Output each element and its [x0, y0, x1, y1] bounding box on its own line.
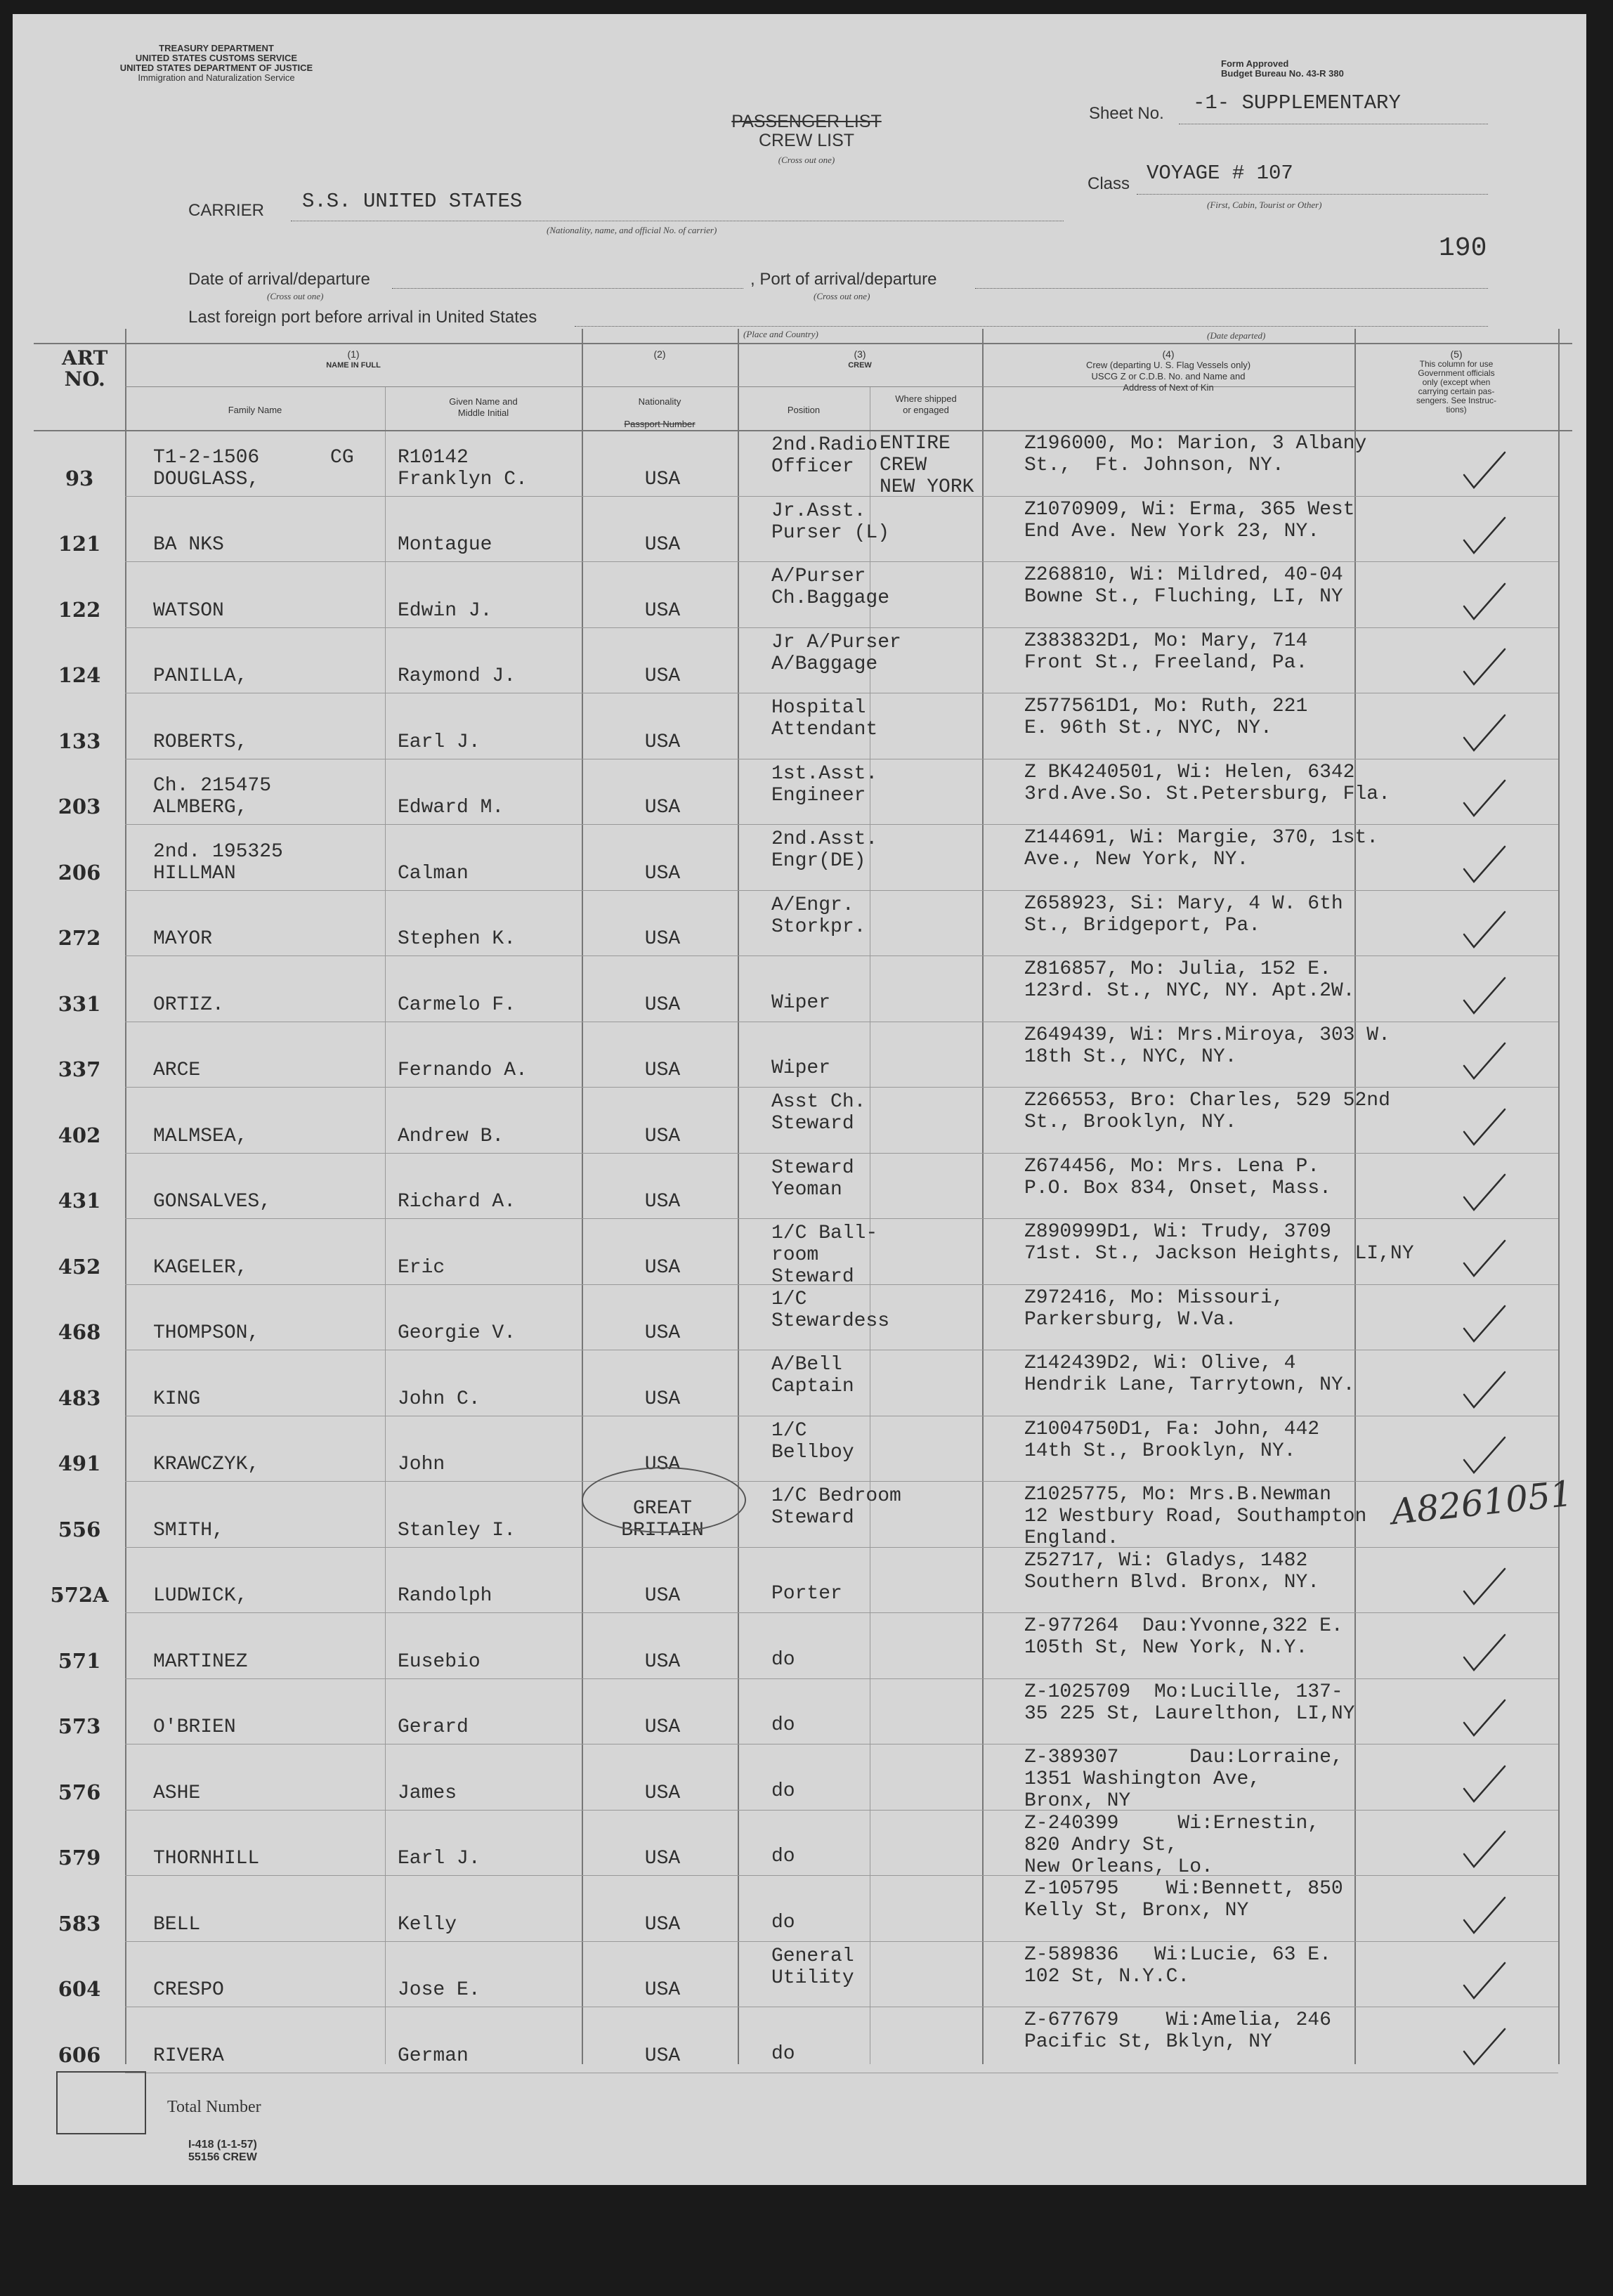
- check-mark-icon: [1461, 1960, 1508, 2002]
- table-row: [13, 955, 1586, 1022]
- next-of-kin: Z-977264 Dau:Yvonne,322 E. 105th St, New York, N.Y.: [1024, 1615, 1343, 1659]
- next-of-kin: Z1070909, Wi: Erma, 365 West End Ave. New York 23, NY.: [1024, 498, 1355, 542]
- sheet-label: Sheet No.: [1089, 104, 1164, 123]
- check-mark-icon: [1461, 778, 1508, 820]
- check-mark-icon: [1461, 1369, 1508, 1411]
- passport-line: Passport Number: [624, 419, 696, 429]
- position: do: [771, 2042, 795, 2065]
- table-row: [13, 1284, 1586, 1350]
- col1-title: NAME IN FULL: [326, 361, 381, 370]
- given-name: Stephen K.: [398, 928, 516, 950]
- given-name: John: [398, 1454, 445, 1475]
- date-label: Date of arrival/departure: [188, 270, 370, 289]
- next-of-kin: Z649439, Wi: Mrs.Miroya, 303 W. 18th St., NYC, NY.: [1024, 1024, 1390, 1068]
- family-name: BA NKS: [153, 534, 224, 556]
- family-name: T1-2-1506 CG DOUGLASS,: [153, 446, 354, 490]
- nationality: USA: [644, 1650, 681, 1673]
- col1-header: [125, 348, 582, 371]
- class-value: VOYAGE # 107: [1147, 162, 1293, 185]
- table-row: [13, 1087, 1586, 1153]
- check-mark-icon: [1461, 515, 1508, 557]
- col1-num: (1): [347, 348, 360, 360]
- date-cross-out: (Cross out one): [267, 291, 324, 301]
- given-name: Richard A.: [398, 1191, 516, 1213]
- check-mark-icon: [1461, 450, 1508, 492]
- position: 1/C Bellboy: [771, 1419, 854, 1463]
- family-name: KRAWCZYK,: [153, 1454, 260, 1475]
- given-name: Gerard: [398, 1716, 469, 1738]
- check-mark-icon: [1461, 844, 1508, 886]
- table-row: [13, 1810, 1586, 1876]
- nationality: USA: [644, 2044, 681, 2067]
- agency-line: UNITED STATES DEPARTMENT OF JUSTICE: [119, 63, 313, 73]
- table-row: [13, 1678, 1586, 1744]
- next-of-kin: Z383832D1, Mo: Mary, 714 Front St., Freeland, Pa.: [1024, 630, 1308, 674]
- given-name: Calman: [398, 862, 469, 885]
- document-page: [13, 14, 1586, 2185]
- agency-line: Immigration and Naturalization Service: [138, 72, 295, 83]
- family-name: THORNHILL: [153, 1848, 260, 1870]
- where-shipped: ENTIRE CREW NEW YORK: [880, 433, 974, 498]
- family-name: O'BRIEN: [153, 1716, 236, 1738]
- check-mark-icon: [1461, 1238, 1508, 1280]
- art-number: 573: [58, 1714, 101, 1738]
- art-number: 452: [58, 1254, 101, 1279]
- col4-text: Crew (departing U. S. Flag Vessels only) USCG Z or C.D.B. No. and Name and Address of Next of Kin: [1085, 360, 1251, 393]
- given-name: Eusebio: [398, 1650, 481, 1673]
- family-name: ORTIZ.: [153, 993, 224, 1016]
- art-number: 571: [58, 1648, 101, 1673]
- next-of-kin: Z-240399 Wi:Ernestin, 820 Andry St, New Orleans, Lo.: [1024, 1812, 1320, 1878]
- date-departed-hint: (Date departed): [1207, 330, 1266, 341]
- art-header-line: NO.: [64, 367, 105, 391]
- table-row: [13, 1022, 1586, 1088]
- given-name-header: Given Name and Middle Initial: [449, 396, 518, 418]
- check-mark-icon: [1461, 581, 1508, 623]
- art-number: 122: [58, 597, 101, 622]
- check-mark-icon: [1461, 909, 1508, 951]
- art-number: 604: [58, 1977, 101, 2001]
- place-country-hint: (Place and Country): [743, 329, 818, 339]
- art-number: 572A: [50, 1583, 109, 1607]
- nationality: USA: [644, 1913, 681, 1936]
- position: General Utility: [771, 1945, 854, 1989]
- form-code-line: I-418 (1-1-57): [188, 2139, 257, 2151]
- check-mark-icon: [1461, 2026, 1508, 2068]
- next-of-kin: Z142439D2, Wi: Olive, 4 Hendrik Lane, Tarrytown, NY.: [1024, 1352, 1355, 1396]
- nationality: USA: [644, 1454, 681, 1475]
- art-number: 576: [58, 1780, 101, 1804]
- family-name: THOMPSON,: [153, 1322, 260, 1344]
- check-mark-icon: [1461, 1895, 1508, 1937]
- check-mark-icon: [1461, 1107, 1508, 1149]
- position: A/Purser Ch.Baggage: [771, 566, 890, 609]
- budget-bureau-text: Budget Bureau No. 43-R 380: [1221, 68, 1344, 79]
- given-name: Raymond J.: [398, 665, 516, 687]
- total-number-box: [56, 2071, 146, 2134]
- next-of-kin: Z-677679 Wi:Amelia, 246 Pacific St, Bklyn, NY: [1024, 2009, 1331, 2053]
- nationality: USA: [644, 1848, 681, 1870]
- nationality: USA: [644, 731, 681, 753]
- position: 2nd.Radio Officer: [771, 434, 878, 478]
- check-mark-icon: [1461, 1566, 1508, 1608]
- position: 2nd.Asst. Engr(DE): [771, 828, 878, 872]
- next-of-kin: Z266553, Bro: Charles, 529 52nd St., Brooklyn, NY.: [1024, 1090, 1390, 1133]
- nationality: USA: [644, 862, 681, 885]
- position: 1/C Ball- room Steward: [771, 1222, 878, 1288]
- given-name: Jose E.: [398, 1979, 481, 2001]
- position: do: [771, 1648, 795, 1671]
- nationality: USA: [644, 1979, 681, 2001]
- check-mark-icon: [1461, 646, 1508, 689]
- position: Steward Yeoman: [771, 1156, 854, 1201]
- given-name: Randolph: [398, 1585, 492, 1607]
- table-row: [13, 1547, 1586, 1613]
- page-number: 190: [1439, 233, 1487, 263]
- position: Asst Ch. Steward: [771, 1091, 866, 1135]
- position: Wiper: [771, 1057, 831, 1079]
- port-label: , Port of arrival/departure: [750, 270, 937, 289]
- family-name: Ch. 215475 ALMBERG,: [153, 775, 272, 818]
- next-of-kin: Z BK4240501, Wi: Helen, 6342 3rd.Ave.So. St.Petersburg, Fla.: [1024, 761, 1390, 805]
- art-number: 93: [65, 466, 94, 490]
- nationality: USA: [644, 1125, 681, 1147]
- next-of-kin: Z890999D1, Wi: Trudy, 3709 71st. St., Jackson Heights, LI,NY: [1024, 1221, 1414, 1265]
- check-mark-icon: [1461, 1697, 1508, 1740]
- family-name: BELL: [153, 1913, 201, 1936]
- position: do: [771, 1714, 795, 1736]
- family-name: KING: [153, 1388, 201, 1410]
- position: A/Engr. Storkpr.: [771, 894, 866, 938]
- col5-num: (5): [1450, 348, 1463, 360]
- family-name: SMITH,: [153, 1519, 224, 1541]
- date-rule: [392, 288, 743, 289]
- next-of-kin: Z144691, Wi: Margie, 370, 1st. Ave., New York, NY.: [1024, 827, 1379, 870]
- next-of-kin: Z52717, Wi: Gladys, 1482 Southern Blvd. Bronx, NY.: [1024, 1549, 1320, 1593]
- next-of-kin: Z-1025709 Mo:Lucille, 137- 35 225 St, Laurelthon, LI,NY: [1024, 1681, 1355, 1725]
- handwritten-number: A8261051: [1389, 1473, 1575, 1533]
- agency-line: UNITED STATES CUSTOMS SERVICE: [135, 53, 298, 63]
- family-name-header: Family Name: [228, 405, 282, 415]
- given-name: Andrew B.: [398, 1125, 504, 1147]
- table-row: [13, 1612, 1586, 1678]
- crew-code-line: 55156 CREW: [188, 2151, 257, 2163]
- art-number: 272: [58, 926, 101, 950]
- nationality: USA: [644, 1716, 681, 1738]
- table-row: [13, 2007, 1586, 2073]
- art-number: 206: [58, 860, 101, 885]
- given-name: Edwin J.: [398, 599, 492, 622]
- table-row: [13, 824, 1586, 890]
- title-crew: CREW LIST: [758, 131, 855, 150]
- art-number: 583: [58, 1911, 101, 1936]
- check-mark-icon: [1461, 1829, 1508, 1871]
- art-number: 468: [58, 1320, 101, 1344]
- nationality-oval-mark: [582, 1467, 746, 1533]
- col5-header: [1354, 348, 1558, 415]
- table-row: [13, 1416, 1586, 1482]
- cross-out-note: (Cross out one): [778, 155, 835, 165]
- art-number: 431: [58, 1189, 101, 1213]
- next-of-kin: Z1004750D1, Fa: John, 442 14th St., Brooklyn, NY.: [1024, 1418, 1320, 1462]
- where-shipped-header: Where shipped or engaged: [895, 393, 957, 415]
- given-name: R10142 Franklyn C.: [398, 446, 528, 490]
- family-name: MALMSEA,: [153, 1125, 248, 1147]
- title-passenger: PASSENGER LIST: [731, 112, 882, 131]
- position: do: [771, 1846, 795, 1867]
- art-number: 124: [58, 663, 101, 687]
- last-port-rule: [575, 326, 1488, 327]
- form-approved-text: Form Approved: [1221, 58, 1289, 69]
- check-mark-icon: [1461, 712, 1508, 755]
- position: do: [771, 1780, 795, 1802]
- class-rule: [1137, 194, 1488, 195]
- next-of-kin: Z658923, Si: Mary, 4 W. 6th St., Bridgeport, Pa.: [1024, 892, 1343, 937]
- table-row: [13, 1153, 1586, 1219]
- table-row: [13, 1875, 1586, 1941]
- family-name: PANILLA,: [153, 665, 248, 687]
- check-mark-icon: [1461, 975, 1508, 1017]
- given-name: Fernando A.: [398, 1059, 528, 1081]
- art-header-line: ART: [62, 346, 108, 370]
- position: do: [771, 1911, 795, 1933]
- carrier-label: CARRIER: [188, 201, 265, 220]
- table-row: [13, 1941, 1586, 2007]
- col3-header: [738, 348, 982, 371]
- next-of-kin: Z1025775, Mo: Mrs.B.Newman 12 Westbury Road, Southampton England.: [1024, 1484, 1367, 1549]
- table-row: [13, 890, 1586, 956]
- carrier-hint: (Nationality, name, and official No. of carrier): [547, 225, 717, 235]
- art-number: 556: [58, 1517, 101, 1541]
- check-mark-icon: [1461, 1303, 1508, 1345]
- total-number-label: Total Number: [167, 2098, 261, 2116]
- check-mark-icon: [1461, 1763, 1508, 1806]
- family-name: ARCE: [153, 1059, 201, 1081]
- art-number: 606: [58, 2042, 101, 2067]
- position: 1/C Stewardess: [771, 1288, 890, 1332]
- check-mark-icon: [1461, 1435, 1508, 1477]
- given-name: Montague: [398, 534, 492, 556]
- position: Jr A/Purser A/Baggage: [771, 631, 901, 675]
- family-name: 2nd. 195325 HILLMAN: [153, 840, 283, 885]
- art-number: 579: [58, 1846, 101, 1870]
- check-mark-icon: [1461, 1041, 1508, 1083]
- next-of-kin: Z674456, Mo: Mrs. Lena P. P.O. Box 834, Onset, Mass.: [1024, 1155, 1331, 1199]
- art-no-header: [62, 348, 107, 390]
- next-of-kin: Z196000, Mo: Marion, 3 Albany St., Ft. Johnson, NY.: [1024, 433, 1367, 476]
- class-hint: (First, Cabin, Tourist or Other): [1207, 200, 1322, 210]
- col3-title: CREW: [848, 361, 872, 370]
- position: Wiper: [771, 991, 831, 1014]
- table-row: [13, 759, 1586, 825]
- given-name: John C.: [398, 1388, 481, 1410]
- form-code: [188, 2139, 257, 2164]
- table-row: [13, 693, 1586, 759]
- nationality: USA: [644, 1585, 681, 1607]
- nationality: USA: [644, 534, 681, 556]
- family-name: WATSON: [153, 599, 224, 622]
- family-name: GONSALVES,: [153, 1191, 272, 1213]
- position: Porter: [771, 1583, 842, 1605]
- position: Hospital Attendant: [771, 697, 878, 741]
- next-of-kin: Z-105795 Wi:Bennett, 850 Kelly St, Bronx, NY: [1024, 1878, 1343, 1922]
- position-header: Position: [787, 405, 821, 415]
- nationality: USA: [644, 1782, 681, 1804]
- family-name: KAGELER,: [153, 1256, 248, 1279]
- table-row: [13, 1744, 1586, 1810]
- col4-num: (4): [1162, 348, 1175, 360]
- class-label: Class: [1088, 174, 1130, 193]
- given-name: Kelly: [398, 1913, 457, 1936]
- given-name: Edward M.: [398, 797, 504, 818]
- given-name: German: [398, 2044, 469, 2067]
- sheet-value: -1- SUPPLEMENTARY: [1193, 91, 1401, 115]
- family-name: RIVERA: [153, 2044, 224, 2067]
- family-name: ROBERTS,: [153, 731, 248, 753]
- art-number: 491: [58, 1452, 101, 1475]
- position: A/Bell Captain: [771, 1354, 854, 1397]
- nationality: USA: [644, 1322, 681, 1344]
- art-number: 402: [58, 1123, 101, 1147]
- nationality: USA: [644, 993, 681, 1016]
- col2-num: (2): [653, 348, 666, 360]
- port-cross-out: (Cross out one): [814, 291, 870, 301]
- given-name: Carmelo F.: [398, 993, 516, 1016]
- table-row: [13, 430, 1586, 496]
- art-number: 337: [58, 1057, 101, 1081]
- nationality: USA: [644, 665, 681, 687]
- family-name: LUDWICK,: [153, 1585, 248, 1607]
- position: 1/C Bedroom Steward: [771, 1485, 901, 1529]
- col3-num: (3): [854, 348, 866, 360]
- table-row: [13, 627, 1586, 693]
- table-row: [13, 496, 1586, 562]
- nationality: USA: [644, 928, 681, 950]
- check-mark-icon: [1461, 1172, 1508, 1214]
- nationality: USA: [644, 797, 681, 818]
- family-name: MAYOR: [153, 928, 213, 950]
- last-port-label: Last foreign port before arrival in United States: [188, 308, 537, 327]
- next-of-kin: Z972416, Mo: Missouri, Parkersburg, W.Va.: [1024, 1286, 1284, 1331]
- position: Jr.Asst. Purser (L): [771, 500, 890, 544]
- art-number: 331: [58, 991, 101, 1016]
- family-name: CRESPO: [153, 1979, 224, 2001]
- position: 1st.Asst. Engineer: [771, 762, 878, 807]
- col5-text: This column for use Government officials only (except when carrying certain pas- sengers. See Instruc- tions): [1416, 359, 1497, 415]
- nationality: USA: [644, 1256, 681, 1279]
- art-number: 121: [58, 532, 101, 556]
- next-of-kin: Z-589836 Wi:Lucie, 63 E. 102 St, N.Y.C.: [1024, 1943, 1331, 1988]
- title-block: [687, 112, 926, 169]
- agency-line: TREASURY DEPARTMENT: [159, 43, 274, 53]
- next-of-kin: Z268810, Wi: Mildred, 40-04 Bowne St., Fluching, LI, NY: [1024, 564, 1343, 608]
- family-name: ASHE: [153, 1782, 201, 1804]
- given-name: Earl J.: [398, 731, 481, 753]
- nationality-line: Nationality: [638, 396, 681, 407]
- check-mark-icon: [1461, 1632, 1508, 1674]
- art-number: 133: [58, 729, 101, 753]
- given-name: Stanley I.: [398, 1519, 516, 1541]
- port-rule: [975, 288, 1488, 289]
- col4-header: [982, 348, 1354, 393]
- family-name: MARTINEZ: [153, 1650, 248, 1673]
- next-of-kin: Z816857, Mo: Julia, 152 E. 123rd. St., NYC, NY. Apt.2W.: [1024, 958, 1355, 1002]
- given-name: James: [398, 1782, 457, 1804]
- table-row: [13, 1218, 1586, 1288]
- nationality: GREAT BRITAIN: [621, 1497, 704, 1541]
- next-of-kin: Z-389307 Dau:Lorraine, 1351 Washington Ave, Bronx, NY: [1024, 1747, 1343, 1812]
- given-name: Georgie V.: [398, 1322, 516, 1344]
- table-row: [13, 1481, 1586, 1547]
- carrier-value: S.S. UNITED STATES: [302, 190, 523, 213]
- nationality: USA: [644, 468, 681, 490]
- agency-block: [55, 44, 378, 83]
- table-top-rule: [34, 343, 1572, 344]
- next-of-kin: Z577561D1, Mo: Ruth, 221 E. 96th St., NYC, NY.: [1024, 696, 1308, 739]
- nationality: USA: [644, 1059, 681, 1081]
- table-row: [13, 1350, 1586, 1416]
- given-name: Eric: [398, 1256, 445, 1279]
- art-number: 483: [58, 1385, 101, 1410]
- table-row: [13, 561, 1586, 627]
- given-name: Earl J.: [398, 1848, 481, 1870]
- nationality: USA: [644, 1191, 681, 1213]
- nationality: USA: [644, 1388, 681, 1410]
- nationality: USA: [644, 599, 681, 622]
- form-approval: [1221, 59, 1432, 79]
- art-number: 203: [58, 795, 101, 818]
